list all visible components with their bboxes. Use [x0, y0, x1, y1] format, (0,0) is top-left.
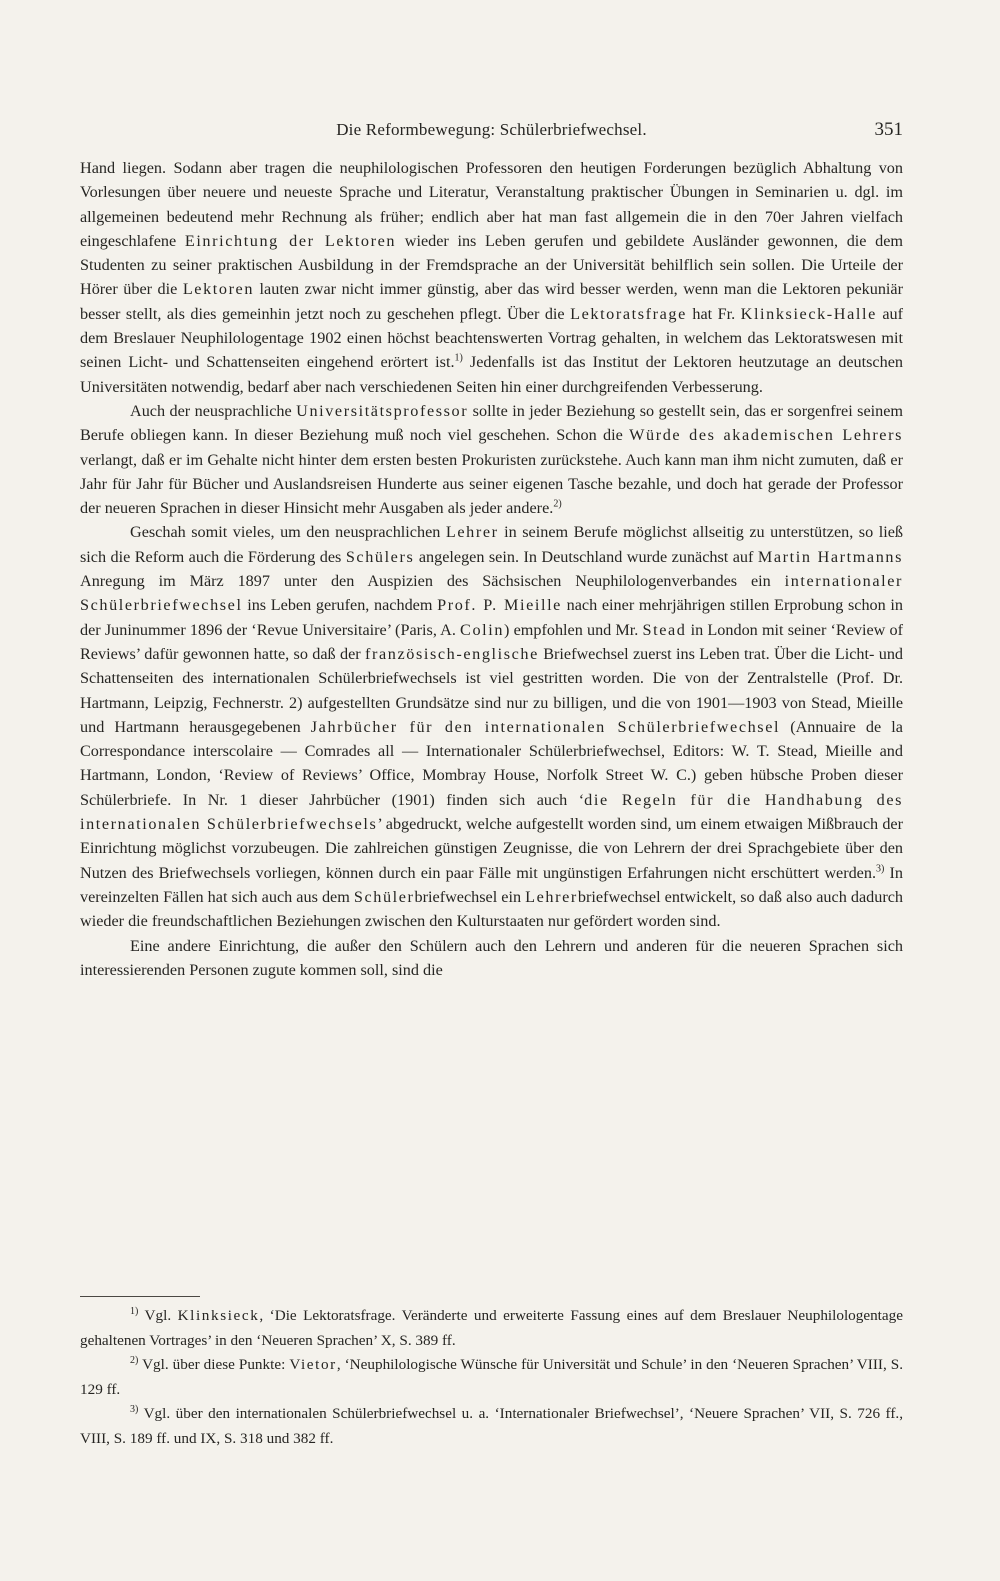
- spaced-emphasis: französisch-englische: [365, 644, 539, 663]
- text-segment: Anregung im März 1897 unter den Auspizien des Sächsischen Neuphilologenverbandes ein: [80, 572, 785, 591]
- running-title: Die Reformbewegung: Schülerbriefwechsel.: [336, 120, 647, 139]
- text-segment: (Annuaire de la Correspondance interscolaire — Comrades all — Internationaler Schülerbriefwechsel, Editors: W. T. Stead, Mieille and Hartmann, London, ‘Review of Reviews’ Office, Mombray House, Norfolk Street W. C.) geben hübsche Proben dieser Schülerbriefe. In Nr. 1 dieser Jahrbücher (1901) finden sich auch ‘: [80, 717, 903, 809]
- spaced-emphasis: Stead: [642, 620, 687, 639]
- text-segment: Vgl. über diese Punkte:: [138, 1356, 290, 1373]
- footnotes: [80, 1304, 903, 1451]
- text-segment: lauten zwar nicht immer günstig, aber das wird besser werden, wenn man die Lektoren pekuniär besser stellt, als dies gemeinhin jetzt noch zu geschehen pflegt. Über die: [80, 280, 903, 323]
- text-segment: ins Leben gerufen, nachdem: [242, 596, 438, 615]
- body-text: [80, 156, 903, 982]
- text-segment: Hand liegen. Sodann aber tragen die neuphilologischen Professoren den heutigen Forderungen bezüglich Abhaltung von Vorlesungen über neuere und neueste Sprache und Literatur, Veranstaltung praktischer Übungen in Seminarien u. dgl. im allgemeinen bedeutend mehr Rechnung als früher; endlich aber hat man fast allgemein die in den 70er Jahren vielfach eingeschlafene: [80, 159, 903, 250]
- spaced-emphasis: Klinksieck-Halle: [740, 304, 877, 323]
- text-segment: Briefwechsel zuerst ins Leben trat. Über die Licht- und Schattenseiten des internationalen Schülerbriefwechsels ist viel gestritten worden. Die von der Zentralstelle (Prof. Dr. Hartmann, Leipzig, Fechnerstr. 2) aufgestellten Grundsätze sind nur zu billigen, und die von 1901—1903 von Stead, Mieille und Hartmann herausgegebenen: [80, 644, 904, 736]
- text-segment: sollte in jeder Beziehung so gestellt sein, das er sorgenfrei seinem Berufe obliegen kann. In dieser Beziehung muß noch viel geschehen. Schon die: [80, 401, 903, 445]
- text-segment: wieder ins Leben gerufen und gebildete Ausländer gewonnen, die dem Studenten zu seiner praktischen Ausbildung in der Fremdsprache an der Universität behilflich sein sollen. Die Urteile der Hörer über die: [80, 231, 904, 299]
- page-number: 351: [874, 119, 903, 140]
- footnote-marker: 3): [130, 1403, 139, 1415]
- text-segment: angelegen sein. In Deutschland wurde zunächst auf: [414, 547, 758, 566]
- text-segment: , ‘Die Lektoratsfrage. Veränderte und erweiterte Fassung eines auf dem Breslauer Neuphilologentage gehaltenen Vortrages’ in den ‘Neueren Sprachen’ X, S. 389 ff.: [80, 1307, 903, 1349]
- paragraph: [80, 934, 903, 983]
- spaced-emphasis: Colin: [460, 620, 505, 639]
- text-segment: Jedenfalls ist das Institut der Lektoren heutzutage an deutschen Universitäten notwendig, bedarf aber nach verschiedenen Seiten hin einer durchgreifenden Verbesserung.: [80, 353, 903, 396]
- spaced-emphasis: Lehrer: [445, 523, 499, 542]
- spaced-emphasis: Lehrer: [525, 887, 578, 906]
- spaced-emphasis: Vietor: [289, 1356, 337, 1373]
- spaced-emphasis: internationaler Schülerbriefwechsel: [80, 572, 903, 615]
- text-segment: in London mit seiner ‘Review of Reviews’ dafür gewonnen hatte, so daß der: [80, 620, 903, 663]
- footnote: [80, 1353, 903, 1402]
- text-segment: auf dem Breslauer Neuphilologentage 1902 einen höchst beachtenswerten Vortrag gehalten, in welchem das Lektoratswesen mit seinen Licht- und Schattenseiten eingehend erörtert ist.: [80, 304, 904, 372]
- footnote-marker: 1): [130, 1305, 139, 1317]
- text-segment: In vereinzelten Fällen hat sich auch aus dem: [80, 863, 904, 906]
- text-segment: verlangt, daß er im Gehalte nicht hinter dem ersten besten Prokuristen zurückstehe. Auch kann man ihm nicht zumuten, daß er Jahr für Jahr für Bücher und Auslandsreisen Hunderte aus seiner eigenen Tasche bezahle, und doch hat gerade der Professor der neueren Sprachen in dieser Hinsicht mehr Ausgaben als jeder andere.: [80, 450, 903, 518]
- spaced-emphasis: Lektoratsfrage: [570, 304, 687, 323]
- footnote-marker: 1): [454, 352, 463, 364]
- spaced-emphasis: Prof. P. Mieille: [437, 596, 562, 615]
- footnote-marker: 2): [130, 1354, 139, 1366]
- text-segment: briefwechsel ein: [414, 887, 526, 906]
- paragraph: [80, 520, 903, 933]
- spaced-emphasis: Martin Hartmanns: [757, 547, 904, 566]
- spaced-emphasis: Schüler: [353, 887, 415, 906]
- spaced-emphasis: Klinksieck: [177, 1307, 260, 1324]
- text-segment: ’ abgedruckt, welche aufgestellt worden sind, um einem etwaigen Mißbrauch der Einrichtung möglichst vorzubeugen. Die zahlreichen günstigen Zeugnisse, die von Lehrern der drei Sprachgebiete über den Nutzen des Briefwechsels vorliegen, können durch ein paar Fälle mit ungünstigen Erfahrungen nicht erschüttert werden.: [80, 815, 904, 882]
- spaced-emphasis: Lektoren: [182, 280, 255, 299]
- text-segment: Geschah somit vieles, um den neusprachlichen: [130, 523, 446, 542]
- footnote-marker: 2): [553, 498, 562, 510]
- spaced-emphasis: Jahrbücher für den internationalen Schülerbriefwechsel: [310, 717, 781, 736]
- spaced-emphasis: Schülers: [345, 547, 415, 566]
- text-segment: , ‘Neuphilologische Wünsche für Universität und Schule’ in den ‘Neueren Sprachen’ VIII, S. 129 ff.: [80, 1356, 903, 1398]
- spaced-emphasis: die Regeln für die Handhabung des internationalen Schülerbriefwechsels: [80, 790, 904, 834]
- text-segment: Vgl. über den internationalen Schülerbriefwechsel u. a. ‘Internationaler Briefwechsel’, ‘Neuere Sprachen’ VII, S. 726 ff., VIII, S. 189 ff. und IX, S. 318 und 382 ff.: [80, 1405, 903, 1447]
- text-segment: nach einer mehrjährigen stillen Erprobung schon in der Juninummer 1896 der ‘Revue Universitaire’ (Paris, A.: [80, 596, 903, 639]
- spaced-emphasis: Würde des akademischen Lehrers: [629, 426, 903, 445]
- paragraph: [80, 156, 903, 399]
- footnote-marker: 3): [876, 863, 885, 875]
- footnote: [80, 1304, 903, 1353]
- text-segment: briefwechsel entwickelt, so daß also auch dadurch wieder die freundschaftlichen Beziehungen zwischen den Kulturstaaten nur gefördert worden sind.: [80, 887, 903, 931]
- text-segment: Auch der neusprachliche: [130, 401, 297, 420]
- text-segment: Eine andere Einrichtung, die außer den Schülern auch den Lehrern und anderen für die neueren Sprachen sich interessierenden Personen zugute kommen soll, sind die: [80, 936, 903, 979]
- paragraph: [80, 399, 903, 520]
- spaced-emphasis: Universitätsprofessor: [296, 401, 469, 420]
- text-segment: in seinem Berufe möglichst allseitig zu unterstützen, so ließ sich die Reform auch die Förderung des: [80, 523, 903, 566]
- page-header: [80, 116, 903, 144]
- spaced-emphasis: Einrichtung der Lektoren: [184, 231, 397, 250]
- text-segment: hat Fr.: [686, 304, 741, 323]
- text-segment: ) empfohlen und Mr.: [504, 620, 643, 639]
- footnote: [80, 1402, 903, 1451]
- text-segment: Vgl.: [138, 1307, 178, 1324]
- footnote-divider: [80, 1296, 200, 1297]
